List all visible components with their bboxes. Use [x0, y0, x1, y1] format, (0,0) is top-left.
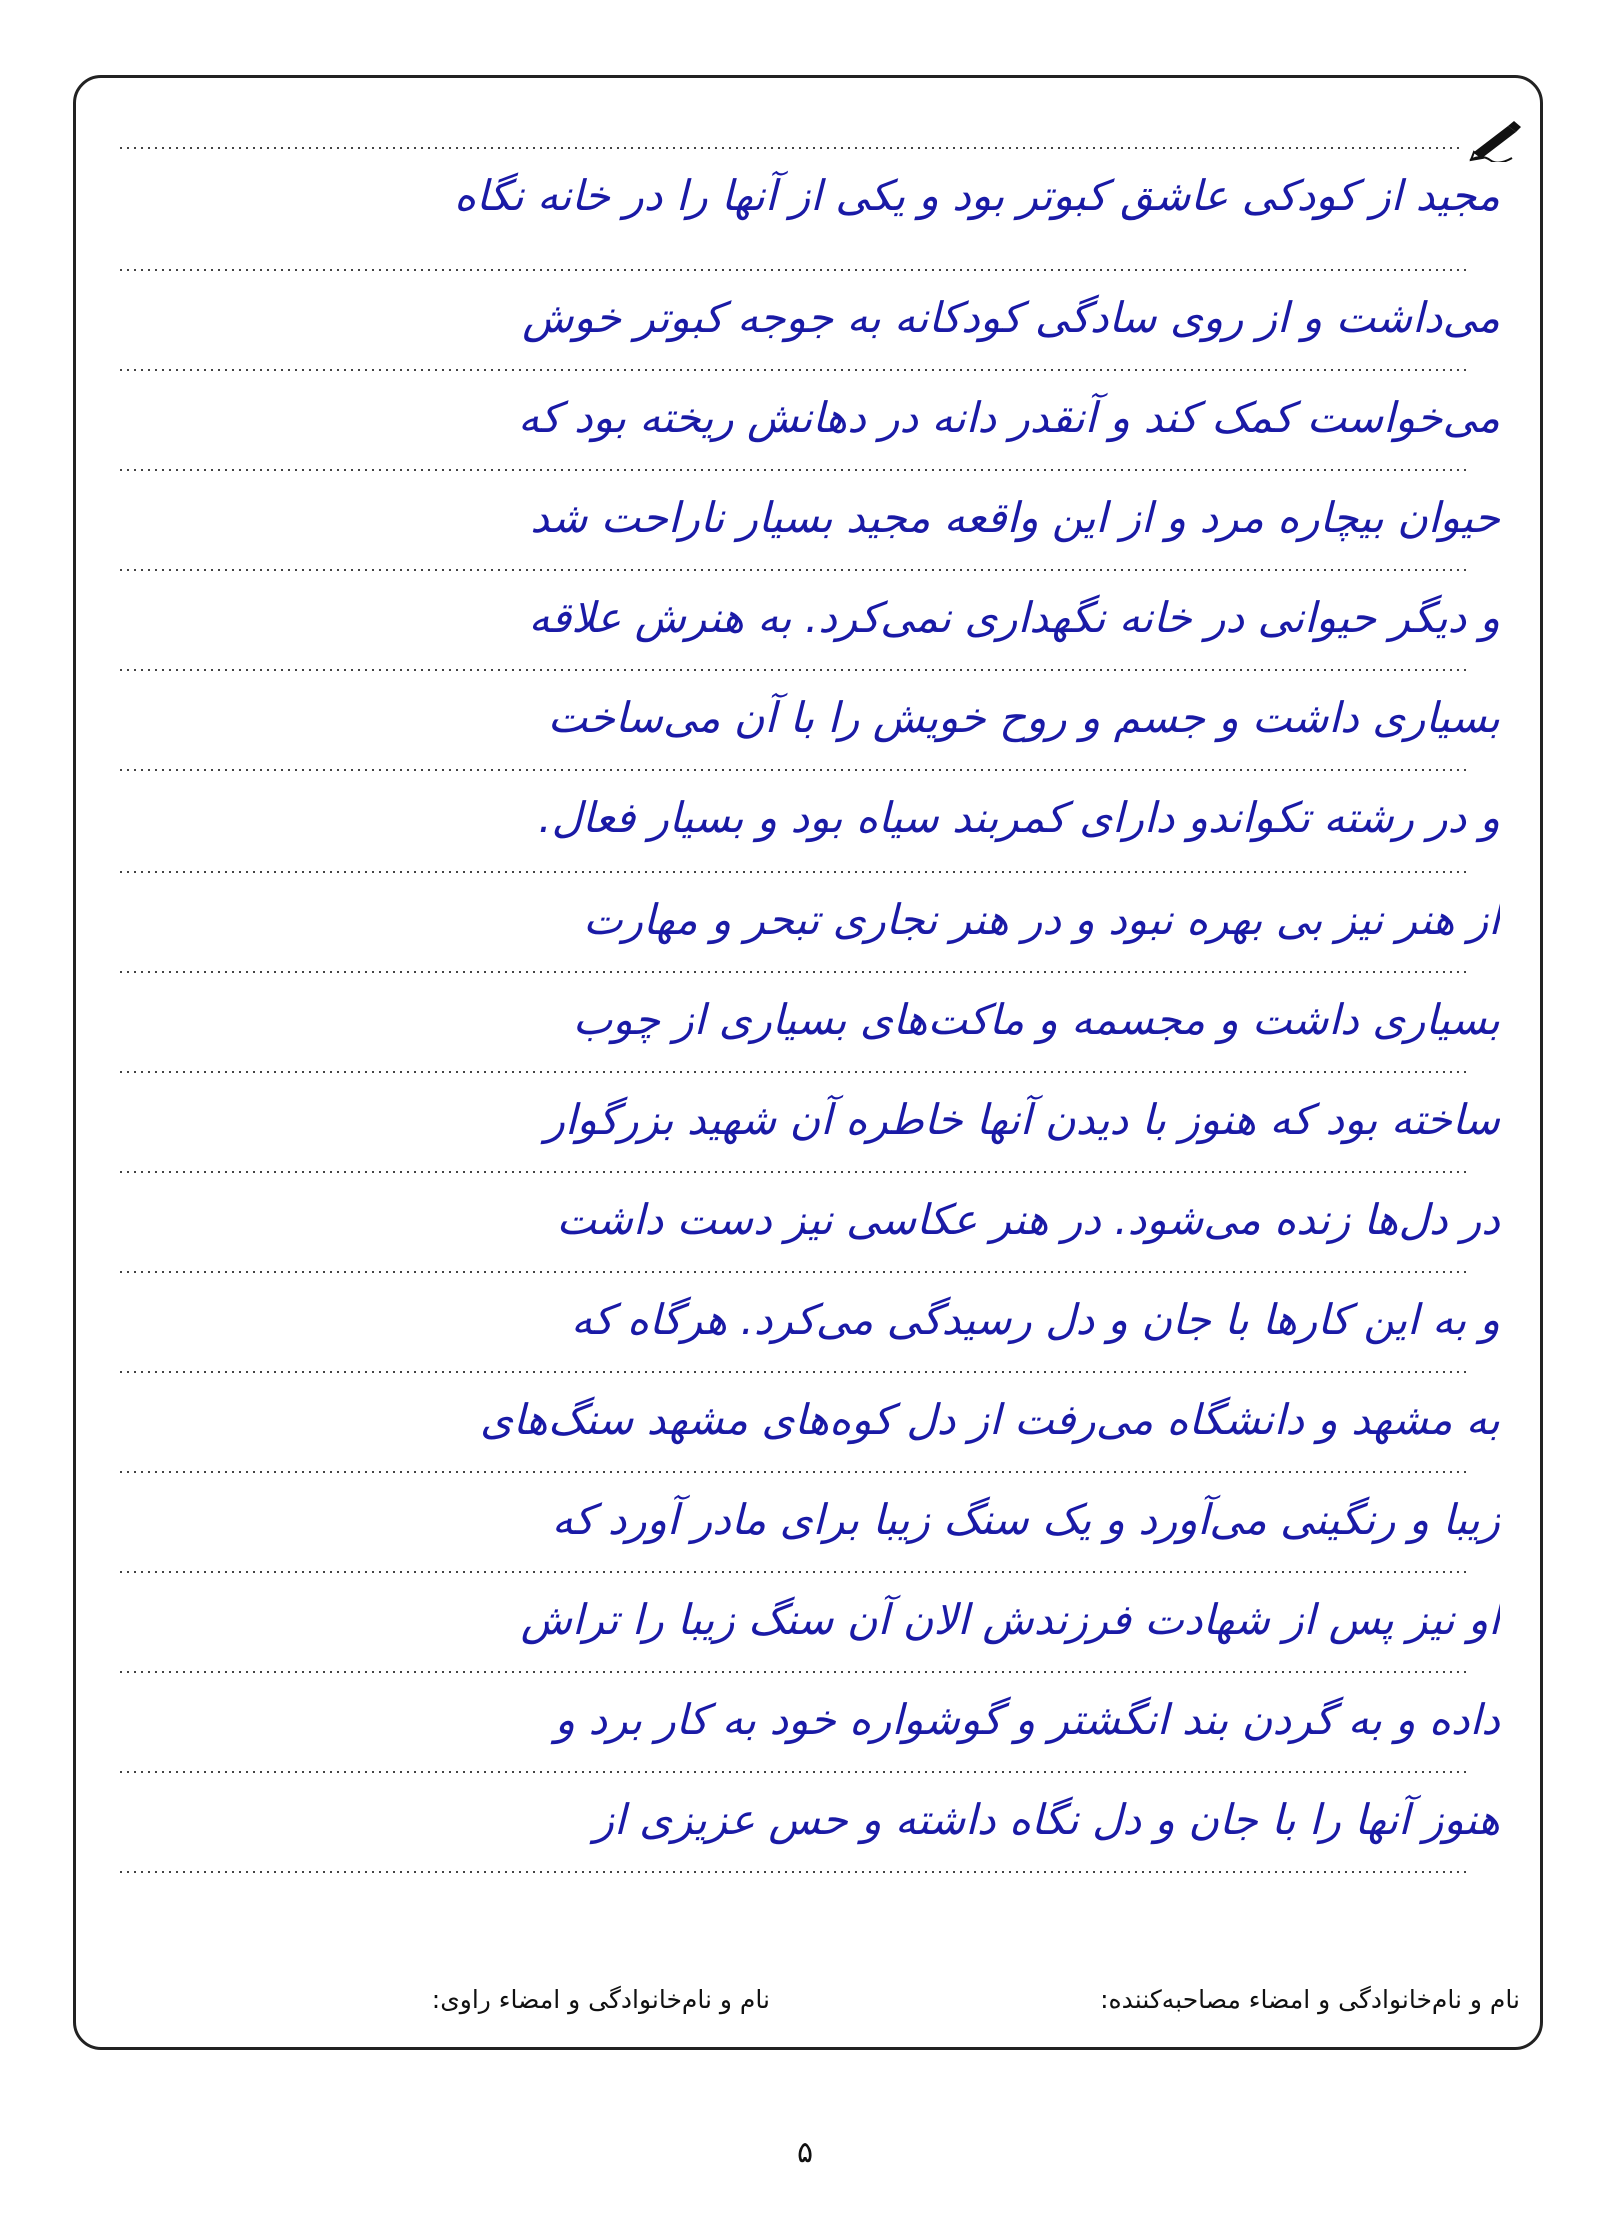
- handwritten-line: او نیز پس از شهادت فرزندش الان آن سنگ زیبا را تراش: [520, 1595, 1500, 1644]
- handwritten-line: به مشهد و دانشگاه می‌رفت از دل کوه‌های مشهد سنگ‌های: [480, 1395, 1500, 1444]
- handwritten-line: و در رشته تکواندو دارای کمربند سیاه بود و بسیار فعال.: [538, 793, 1500, 842]
- page-number: ۵: [796, 2135, 814, 2170]
- narrator-signature-label: نام و نام‌خانوادگی و امضاء راوی:: [431, 1985, 770, 2014]
- handwritten-line: ساخته بود که هنوز با دیدن آنها خاطره آن شهید بزرگوار: [544, 1095, 1500, 1144]
- handwritten-line: و دیگر حیوانی در خانه نگهداری نمی‌کرد. به هنرش علاقه: [528, 593, 1500, 642]
- handwritten-line: می‌خواست کمک کند و آنقدر دانه در دهانش ریخته بود که: [518, 393, 1500, 442]
- interviewer-signature-label: نام و نام‌خانوادگی و امضاء مصاحبه‌کننده:: [1100, 1985, 1520, 2014]
- handwritten-line: هنوز آنها را با جان و دل نگاه داشته و حس عزیزی از: [593, 1795, 1500, 1844]
- handwritten-line: از هنر نیز بی بهره نبود و در هنر نجاری تبحر و مهارت: [583, 895, 1500, 944]
- handwritten-line: مجید از کودکی عاشق کبوتر بود و یکی از آنها را در خانه نگاه: [454, 171, 1500, 220]
- handwritten-line: می‌داشت و از روی سادگی کودکانه به جوجه کبوتر خوش: [522, 293, 1500, 342]
- handwritten-line: بسیاری داشت و جسم و روح خویش را با آن می‌ساخت: [547, 693, 1500, 742]
- pen-writing-icon: [1468, 118, 1524, 162]
- handwritten-line: حیوان بیچاره مرد و از این واقعه مجید بسیار ناراحت شد: [530, 493, 1500, 542]
- handwritten-line: و به این کارها با جان و دل رسیدگی می‌کرد. هرگاه که: [571, 1295, 1500, 1344]
- handwritten-line: زیبا و رنگینی می‌آورد و یک سنگ زیبا برای مادر آورد که: [551, 1495, 1500, 1544]
- handwritten-line: داده و به گردن بند انگشتر و گوشواره خود به کار برد و: [554, 1695, 1500, 1744]
- handwritten-line: بسیاری داشت و مجسمه و ماکت‌های بسیاری از چوب: [572, 995, 1500, 1044]
- handwritten-line: در دل‌ها زنده می‌شود. در هنر عکاسی نیز دست داشت: [556, 1195, 1500, 1244]
